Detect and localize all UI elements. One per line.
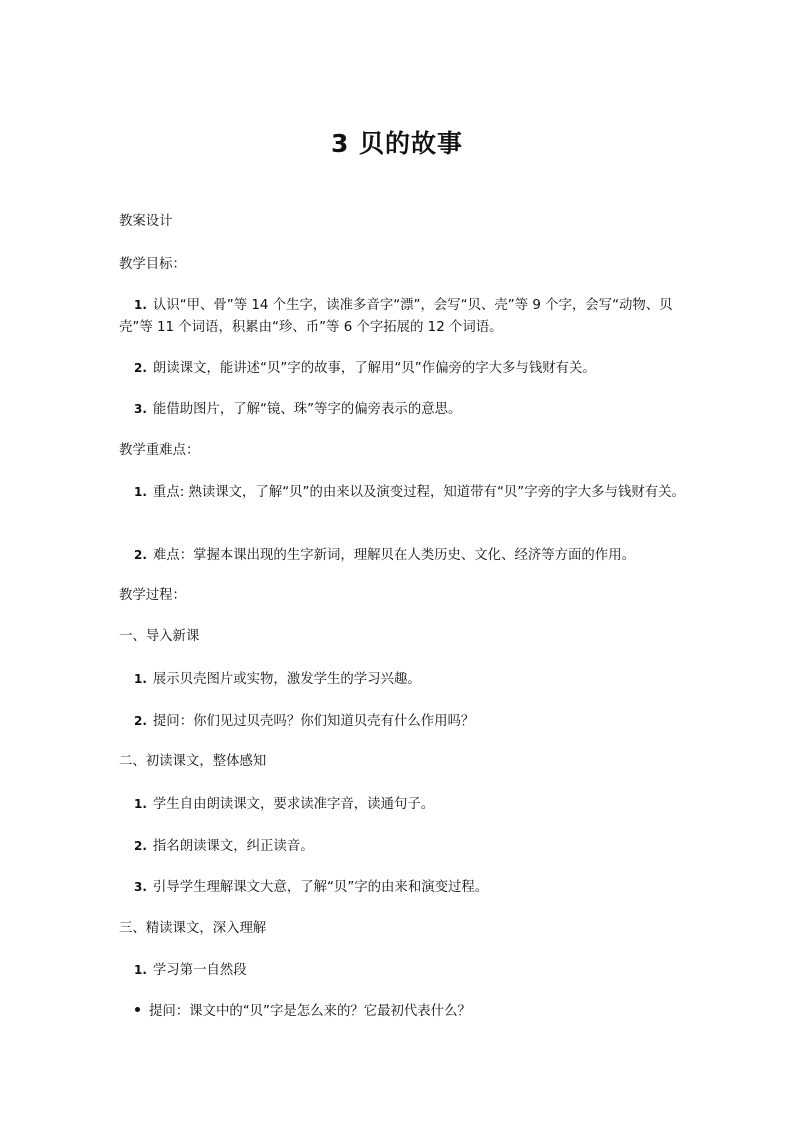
- keypoint-item-2-number: 2.: [134, 548, 147, 562]
- section-2-item-1: [119, 793, 685, 816]
- heading-lesson-design: 教案设计: [119, 214, 173, 229]
- heading-teaching-process: 教学过程：: [119, 588, 186, 603]
- section-1-item-2: [119, 710, 685, 733]
- section-1-heading: 一、导入新课: [119, 629, 200, 644]
- section-3-item-1-text: 学习第一自然段: [152, 963, 247, 978]
- section-3-item-1-number: 1.: [134, 963, 147, 977]
- section-3-heading: 三、精读课文，深入理解: [119, 921, 267, 936]
- section-2-heading: 二、初读课文，整体感知: [119, 754, 267, 769]
- section-2-item-1-text: 学生自由朗读课文，要求读准字音，读通句子。: [152, 797, 435, 812]
- keypoint-item-1-text: 重点: 熟读课文，了解“贝”的由来以及演变过程，知道带有“贝”字旁的字大多与钱财有关。: [152, 485, 685, 500]
- section-1-item-2-number: 2.: [134, 714, 147, 728]
- bullet-dot-icon: [135, 1007, 140, 1012]
- goal-item-2-number: 2.: [134, 361, 147, 375]
- section-2-item-2-text: 指名朗读课文，纠正读音。: [152, 839, 314, 854]
- goal-item-1: [119, 294, 685, 339]
- section-1-item-1-text: 展示贝壳图片或实物，激发学生的学习兴趣。: [152, 672, 421, 687]
- heading-key-points: 教学重难点：: [119, 443, 200, 458]
- section-3-bullet-1-text: 提问：课文中的“贝”字是怎么来的？它最初代表什么？: [149, 1004, 471, 1019]
- section-2-item-3-number: 3.: [134, 880, 147, 894]
- goal-item-3: [119, 398, 685, 421]
- heading-teaching-goals: 教学目标：: [119, 257, 186, 272]
- goal-item-3-text: 能借助图片，了解“镜、珠”等字的偏旁表示的意思。: [152, 402, 462, 417]
- section-3-bullet-1: [119, 1001, 685, 1023]
- keypoint-item-2-text: 难点：掌握本课出现的生字新词，理解贝在人类历史、文化、经济等方面的作用。: [152, 548, 635, 563]
- keypoint-item-1: [119, 481, 685, 504]
- keypoint-item-2: [119, 544, 685, 567]
- section-1-item-1: [119, 668, 685, 691]
- goal-item-2: [119, 357, 685, 380]
- section-2-item-3: [119, 876, 685, 899]
- section-1-item-1-number: 1.: [134, 672, 147, 686]
- goal-item-1-text: 认识“甲、骨”等 14 个生字，读准多音字“漂”，会写“贝、壳”等 9 个字，会写“动物、贝壳”等 11 个词语，积累由“珍、币”等 6 个字拓展的 12 个词语。: [119, 298, 673, 335]
- section-2-item-1-number: 1.: [134, 797, 147, 811]
- goal-item-1-number: 1.: [134, 298, 147, 312]
- goal-item-3-number: 3.: [134, 402, 147, 416]
- page-title: 3 贝的故事: [330, 129, 464, 158]
- keypoint-item-1-number: 1.: [134, 485, 147, 499]
- section-2-item-2: [119, 835, 685, 858]
- section-1-item-2-text: 提问：你们见过贝壳吗？你们知道贝壳有什么作用吗？: [152, 714, 475, 729]
- section-3-item-1: [119, 959, 685, 982]
- goal-item-2-text: 朗读课文，能讲述“贝”字的故事，了解用“贝”作偏旁的字大多与钱财有关。: [152, 361, 596, 376]
- section-2-item-2-number: 2.: [134, 839, 147, 853]
- section-2-item-3-text: 引导学生理解课文大意，了解“贝”字的由来和演变过程。: [152, 880, 489, 895]
